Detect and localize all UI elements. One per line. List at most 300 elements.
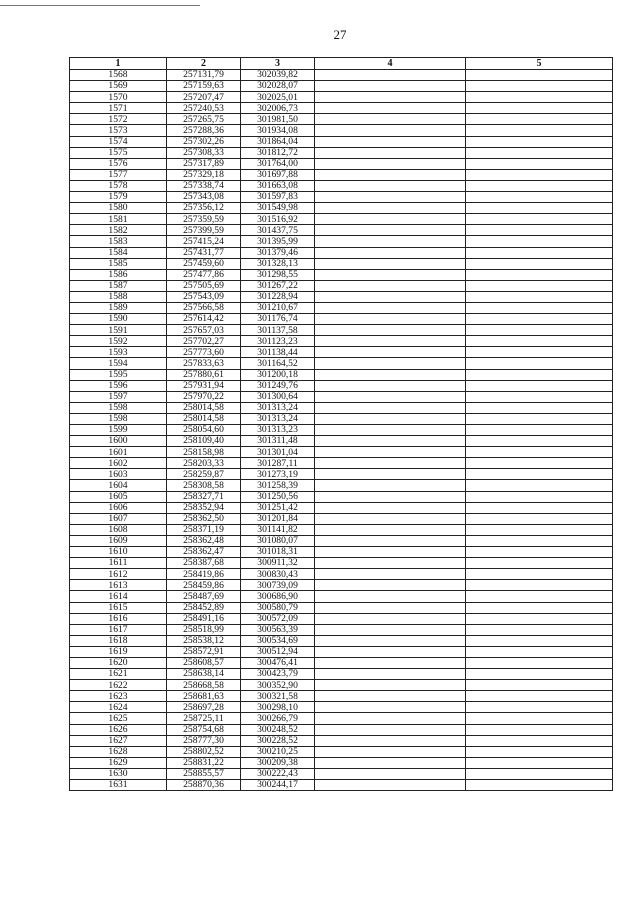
- point-number-cell: 1587: [70, 280, 167, 291]
- x-coordinate-cell: 257329,18: [167, 169, 241, 180]
- table-row: [70, 125, 613, 136]
- column-4-cell: [315, 458, 466, 469]
- y-coordinate-cell: 301864,04: [241, 136, 315, 147]
- table-row: [70, 147, 613, 158]
- column-4-cell: [315, 757, 466, 768]
- y-coordinate-cell: 301328,13: [241, 258, 315, 269]
- column-5-cell: [466, 380, 613, 391]
- column-4-cell: [315, 480, 466, 491]
- column-4-cell: [315, 247, 466, 258]
- table-row: [70, 491, 613, 502]
- point-number-cell: 1606: [70, 502, 167, 513]
- point-number-cell: 1580: [70, 203, 167, 214]
- point-number-cell: 1604: [70, 480, 167, 491]
- column-4-cell: [315, 358, 466, 369]
- point-number-cell: 1569: [70, 81, 167, 92]
- column-5-cell: [466, 269, 613, 280]
- column-4-cell: [315, 114, 466, 125]
- column-5-cell: [466, 669, 613, 680]
- column-4-cell: [315, 780, 466, 791]
- column-4-cell: [315, 369, 466, 380]
- column-5-cell: [466, 236, 613, 247]
- column-4-cell: [315, 469, 466, 480]
- column-5-cell: [466, 114, 613, 125]
- column-4-cell: [315, 325, 466, 336]
- y-coordinate-cell: 300298,10: [241, 702, 315, 713]
- x-coordinate-cell: 257543,09: [167, 291, 241, 302]
- point-number-cell: 1572: [70, 114, 167, 125]
- x-coordinate-cell: 257159,63: [167, 81, 241, 92]
- y-coordinate-cell: 301549,98: [241, 203, 315, 214]
- column-5-cell: [466, 214, 613, 225]
- column-5-cell: [466, 724, 613, 735]
- column-5-cell: [466, 768, 613, 779]
- table-row: [70, 336, 613, 347]
- point-number-cell: 1578: [70, 180, 167, 191]
- column-5-cell: [466, 225, 613, 236]
- y-coordinate-cell: 301298,55: [241, 269, 315, 280]
- y-coordinate-cell: 300911,32: [241, 558, 315, 569]
- column-5-cell: [466, 369, 613, 380]
- x-coordinate-cell: 258308,58: [167, 480, 241, 491]
- column-5-cell: [466, 746, 613, 757]
- column-5-cell: [466, 125, 613, 136]
- y-coordinate-cell: 301934,08: [241, 125, 315, 136]
- table-row: [70, 70, 613, 81]
- table-header-row: [70, 58, 613, 70]
- column-5-cell: [466, 258, 613, 269]
- column-5-cell: [466, 646, 613, 657]
- point-number-cell: 1576: [70, 158, 167, 169]
- point-number-cell: 1570: [70, 92, 167, 103]
- point-number-cell: 1627: [70, 735, 167, 746]
- y-coordinate-cell: 300266,79: [241, 713, 315, 724]
- y-coordinate-cell: 301228,94: [241, 291, 315, 302]
- x-coordinate-cell: 257931,94: [167, 380, 241, 391]
- column-5-cell: [466, 81, 613, 92]
- y-coordinate-cell: 300248,52: [241, 724, 315, 735]
- column-4-cell: [315, 547, 466, 558]
- point-number-cell: 1618: [70, 635, 167, 646]
- column-5-cell: [466, 480, 613, 491]
- column-4-cell: [315, 280, 466, 291]
- column-5-cell: [466, 325, 613, 336]
- column-4-cell: [315, 591, 466, 602]
- y-coordinate-cell: 302025,01: [241, 92, 315, 103]
- y-coordinate-cell: 300228,52: [241, 735, 315, 746]
- y-coordinate-cell: 301141,82: [241, 524, 315, 535]
- column-5-cell: [466, 70, 613, 81]
- column-4-cell: [315, 192, 466, 203]
- table-row: [70, 713, 613, 724]
- point-number-cell: 1601: [70, 447, 167, 458]
- x-coordinate-cell: 258491,16: [167, 613, 241, 624]
- column-4-cell: [315, 447, 466, 458]
- column-4-cell: [315, 125, 466, 136]
- x-coordinate-cell: 258203,33: [167, 458, 241, 469]
- table-row: [70, 535, 613, 546]
- y-coordinate-cell: 302006,73: [241, 103, 315, 114]
- point-number-cell: 1592: [70, 336, 167, 347]
- table-row: [70, 269, 613, 280]
- table-row: [70, 780, 613, 791]
- y-coordinate-cell: 301176,74: [241, 314, 315, 325]
- x-coordinate-cell: 258831,22: [167, 757, 241, 768]
- column-5-cell: [466, 757, 613, 768]
- point-number-cell: 1573: [70, 125, 167, 136]
- y-coordinate-cell: 301516,92: [241, 214, 315, 225]
- x-coordinate-cell: 258777,30: [167, 735, 241, 746]
- table-row: [70, 547, 613, 558]
- x-coordinate-cell: 258638,14: [167, 669, 241, 680]
- point-number-cell: 1579: [70, 192, 167, 203]
- point-number-cell: 1603: [70, 469, 167, 480]
- y-coordinate-cell: 301273,19: [241, 469, 315, 480]
- point-number-cell: 1575: [70, 147, 167, 158]
- point-number-cell: 1581: [70, 214, 167, 225]
- x-coordinate-cell: 257308,33: [167, 147, 241, 158]
- y-coordinate-cell: 301313,24: [241, 413, 315, 424]
- table-row: [70, 314, 613, 325]
- column-4-cell: [315, 735, 466, 746]
- x-coordinate-cell: 258668,58: [167, 680, 241, 691]
- y-coordinate-cell: 300580,79: [241, 602, 315, 613]
- column-5-cell: [466, 591, 613, 602]
- y-coordinate-cell: 301267,22: [241, 280, 315, 291]
- table-row: [70, 236, 613, 247]
- x-coordinate-cell: 258608,57: [167, 657, 241, 668]
- x-coordinate-cell: 257566,58: [167, 302, 241, 313]
- y-coordinate-cell: 300423,79: [241, 669, 315, 680]
- x-coordinate-cell: 258802,52: [167, 746, 241, 757]
- point-number-cell: 1609: [70, 535, 167, 546]
- column-4-cell: [315, 746, 466, 757]
- x-coordinate-cell: 257265,75: [167, 114, 241, 125]
- table-row: [70, 447, 613, 458]
- table-row: [70, 702, 613, 713]
- x-coordinate-cell: 258754,68: [167, 724, 241, 735]
- y-coordinate-cell: 301313,24: [241, 402, 315, 413]
- x-coordinate-cell: 258054,60: [167, 425, 241, 436]
- column-5-cell: [466, 535, 613, 546]
- column-4-cell: [315, 691, 466, 702]
- column-5-cell: [466, 247, 613, 258]
- y-coordinate-cell: 300209,38: [241, 757, 315, 768]
- column-5-cell: [466, 336, 613, 347]
- column-4-cell: [315, 425, 466, 436]
- column-4-cell: [315, 158, 466, 169]
- x-coordinate-cell: 258014,58: [167, 402, 241, 413]
- table-row: [70, 114, 613, 125]
- point-number-cell: 1629: [70, 757, 167, 768]
- column-header-2: 2: [167, 58, 241, 70]
- y-coordinate-cell: 301080,07: [241, 535, 315, 546]
- y-coordinate-cell: 301251,42: [241, 502, 315, 513]
- table-row: [70, 524, 613, 535]
- table-row: [70, 425, 613, 436]
- point-number-cell: 1596: [70, 380, 167, 391]
- column-5-cell: [466, 524, 613, 535]
- table-body: [70, 70, 613, 791]
- point-number-cell: 1586: [70, 269, 167, 280]
- y-coordinate-cell: 301597,83: [241, 192, 315, 203]
- y-coordinate-cell: 300534,69: [241, 635, 315, 646]
- column-4-cell: [315, 180, 466, 191]
- point-number-cell: 1595: [70, 369, 167, 380]
- table-row: [70, 258, 613, 269]
- column-4-cell: [315, 635, 466, 646]
- point-number-cell: 1584: [70, 247, 167, 258]
- column-5-cell: [466, 569, 613, 580]
- point-number-cell: 1621: [70, 669, 167, 680]
- x-coordinate-cell: 257614,42: [167, 314, 241, 325]
- x-coordinate-cell: 258572,91: [167, 646, 241, 657]
- table-row: [70, 103, 613, 114]
- column-4-cell: [315, 81, 466, 92]
- x-coordinate-cell: 257359,59: [167, 214, 241, 225]
- column-5-cell: [466, 158, 613, 169]
- y-coordinate-cell: 300321,58: [241, 691, 315, 702]
- y-coordinate-cell: 301379,46: [241, 247, 315, 258]
- y-coordinate-cell: 300210,25: [241, 746, 315, 757]
- x-coordinate-cell: 257657,03: [167, 325, 241, 336]
- point-number-cell: 1599: [70, 425, 167, 436]
- column-4-cell: [315, 103, 466, 114]
- column-5-cell: [466, 657, 613, 668]
- column-4-cell: [315, 535, 466, 546]
- y-coordinate-cell: 301018,31: [241, 547, 315, 558]
- table-row: [70, 280, 613, 291]
- table-row: [70, 469, 613, 480]
- table-row: [70, 369, 613, 380]
- x-coordinate-cell: 257317,89: [167, 158, 241, 169]
- column-5-cell: [466, 203, 613, 214]
- page-number: 27: [333, 27, 347, 42]
- x-coordinate-cell: 258855,57: [167, 768, 241, 779]
- x-coordinate-cell: 257415,24: [167, 236, 241, 247]
- column-4-cell: [315, 513, 466, 524]
- y-coordinate-cell: 302039,82: [241, 70, 315, 81]
- column-5-cell: [466, 680, 613, 691]
- x-coordinate-cell: 258352,94: [167, 502, 241, 513]
- column-4-cell: [315, 657, 466, 668]
- column-4-cell: [315, 436, 466, 447]
- point-number-cell: 1625: [70, 713, 167, 724]
- column-5-cell: [466, 447, 613, 458]
- column-5-cell: [466, 491, 613, 502]
- table-row: [70, 158, 613, 169]
- x-coordinate-cell: 257288,36: [167, 125, 241, 136]
- x-coordinate-cell: 257356,12: [167, 203, 241, 214]
- point-number-cell: 1598: [70, 413, 167, 424]
- y-coordinate-cell: 301250,56: [241, 491, 315, 502]
- column-4-cell: [315, 491, 466, 502]
- point-number-cell: 1630: [70, 768, 167, 779]
- column-4-cell: [315, 302, 466, 313]
- table-row: [70, 136, 613, 147]
- point-number-cell: 1574: [70, 136, 167, 147]
- point-number-cell: 1577: [70, 169, 167, 180]
- column-4-cell: [315, 768, 466, 779]
- table-row: [70, 247, 613, 258]
- column-4-cell: [315, 680, 466, 691]
- table-row: [70, 347, 613, 358]
- column-header-1: 1: [70, 58, 167, 70]
- column-5-cell: [466, 425, 613, 436]
- y-coordinate-cell: 301123,23: [241, 336, 315, 347]
- column-5-cell: [466, 413, 613, 424]
- table-row: [70, 92, 613, 103]
- y-coordinate-cell: 300563,39: [241, 624, 315, 635]
- column-4-cell: [315, 524, 466, 535]
- table-row: [70, 613, 613, 624]
- table-row: [70, 724, 613, 735]
- column-4-cell: [315, 558, 466, 569]
- point-number-cell: 1598: [70, 402, 167, 413]
- column-5-cell: [466, 192, 613, 203]
- point-number-cell: 1597: [70, 391, 167, 402]
- column-5-cell: [466, 713, 613, 724]
- column-4-cell: [315, 269, 466, 280]
- column-4-cell: [315, 502, 466, 513]
- x-coordinate-cell: 257880,61: [167, 369, 241, 380]
- column-4-cell: [315, 724, 466, 735]
- point-number-cell: 1610: [70, 547, 167, 558]
- point-number-cell: 1612: [70, 569, 167, 580]
- x-coordinate-cell: 258362,50: [167, 513, 241, 524]
- x-coordinate-cell: 257477,86: [167, 269, 241, 280]
- point-number-cell: 1588: [70, 291, 167, 302]
- column-5-cell: [466, 291, 613, 302]
- point-number-cell: 1624: [70, 702, 167, 713]
- table-row: [70, 502, 613, 513]
- table-row: [70, 180, 613, 191]
- table-row: [70, 402, 613, 413]
- column-5-cell: [466, 147, 613, 158]
- x-coordinate-cell: 257240,53: [167, 103, 241, 114]
- column-4-cell: [315, 602, 466, 613]
- y-coordinate-cell: 300244,17: [241, 780, 315, 791]
- x-coordinate-cell: 257505,69: [167, 280, 241, 291]
- y-coordinate-cell: 301981,50: [241, 114, 315, 125]
- x-coordinate-cell: 257970,22: [167, 391, 241, 402]
- y-coordinate-cell: 301311,48: [241, 436, 315, 447]
- y-coordinate-cell: 301437,75: [241, 225, 315, 236]
- point-number-cell: 1611: [70, 558, 167, 569]
- column-4-cell: [315, 347, 466, 358]
- x-coordinate-cell: 258158,98: [167, 447, 241, 458]
- point-number-cell: 1589: [70, 302, 167, 313]
- column-4-cell: [315, 646, 466, 657]
- column-5-cell: [466, 558, 613, 569]
- table-row: [70, 302, 613, 313]
- x-coordinate-cell: 257459,60: [167, 258, 241, 269]
- x-coordinate-cell: 257399,59: [167, 225, 241, 236]
- table-row: [70, 558, 613, 569]
- column-header-3: 3: [241, 58, 315, 70]
- table-row: [70, 458, 613, 469]
- column-4-cell: [315, 147, 466, 158]
- column-4-cell: [315, 569, 466, 580]
- point-number-cell: 1590: [70, 314, 167, 325]
- column-4-cell: [315, 92, 466, 103]
- column-5-cell: [466, 702, 613, 713]
- top-rule: [0, 5, 200, 6]
- table-row: [70, 580, 613, 591]
- column-4-cell: [315, 169, 466, 180]
- point-number-cell: 1583: [70, 236, 167, 247]
- point-number-cell: 1620: [70, 657, 167, 668]
- column-4-cell: [315, 391, 466, 402]
- column-5-cell: [466, 469, 613, 480]
- table-row: [70, 591, 613, 602]
- x-coordinate-cell: 258487,69: [167, 591, 241, 602]
- table-row: [70, 757, 613, 768]
- table-row: [70, 624, 613, 635]
- table-row: [70, 602, 613, 613]
- table-row: [70, 225, 613, 236]
- table-row: [70, 768, 613, 779]
- table-row: [70, 81, 613, 92]
- y-coordinate-cell: 301663,08: [241, 180, 315, 191]
- column-5-cell: [466, 436, 613, 447]
- x-coordinate-cell: 258259,87: [167, 469, 241, 480]
- table-row: [70, 657, 613, 668]
- point-number-cell: 1626: [70, 724, 167, 735]
- point-number-cell: 1616: [70, 613, 167, 624]
- y-coordinate-cell: 300352,90: [241, 680, 315, 691]
- column-4-cell: [315, 580, 466, 591]
- y-coordinate-cell: 301137,58: [241, 325, 315, 336]
- x-coordinate-cell: 258725,11: [167, 713, 241, 724]
- point-number-cell: 1571: [70, 103, 167, 114]
- column-5-cell: [466, 613, 613, 624]
- x-coordinate-cell: 257343,08: [167, 192, 241, 203]
- table-row: [70, 358, 613, 369]
- column-4-cell: [315, 258, 466, 269]
- point-number-cell: 1600: [70, 436, 167, 447]
- x-coordinate-cell: 258327,71: [167, 491, 241, 502]
- y-coordinate-cell: 301210,67: [241, 302, 315, 313]
- coordinates-table: [69, 57, 613, 791]
- column-5-cell: [466, 92, 613, 103]
- point-number-cell: 1602: [70, 458, 167, 469]
- point-number-cell: 1585: [70, 258, 167, 269]
- table-row: [70, 569, 613, 580]
- column-5-cell: [466, 602, 613, 613]
- y-coordinate-cell: 300512,94: [241, 646, 315, 657]
- x-coordinate-cell: 258371,19: [167, 524, 241, 535]
- x-coordinate-cell: 257702,27: [167, 336, 241, 347]
- column-header-4: 4: [315, 58, 466, 70]
- point-number-cell: 1593: [70, 347, 167, 358]
- x-coordinate-cell: 258419,86: [167, 569, 241, 580]
- y-coordinate-cell: 301287,11: [241, 458, 315, 469]
- table-row: [70, 646, 613, 657]
- x-coordinate-cell: 257773,60: [167, 347, 241, 358]
- column-5-cell: [466, 502, 613, 513]
- x-coordinate-cell: 258518,99: [167, 624, 241, 635]
- column-5-cell: [466, 735, 613, 746]
- column-4-cell: [315, 380, 466, 391]
- x-coordinate-cell: 257431,77: [167, 247, 241, 258]
- point-number-cell: 1615: [70, 602, 167, 613]
- x-coordinate-cell: 258452,89: [167, 602, 241, 613]
- column-4-cell: [315, 236, 466, 247]
- x-coordinate-cell: 258459,86: [167, 580, 241, 591]
- y-coordinate-cell: 301300,64: [241, 391, 315, 402]
- column-4-cell: [315, 136, 466, 147]
